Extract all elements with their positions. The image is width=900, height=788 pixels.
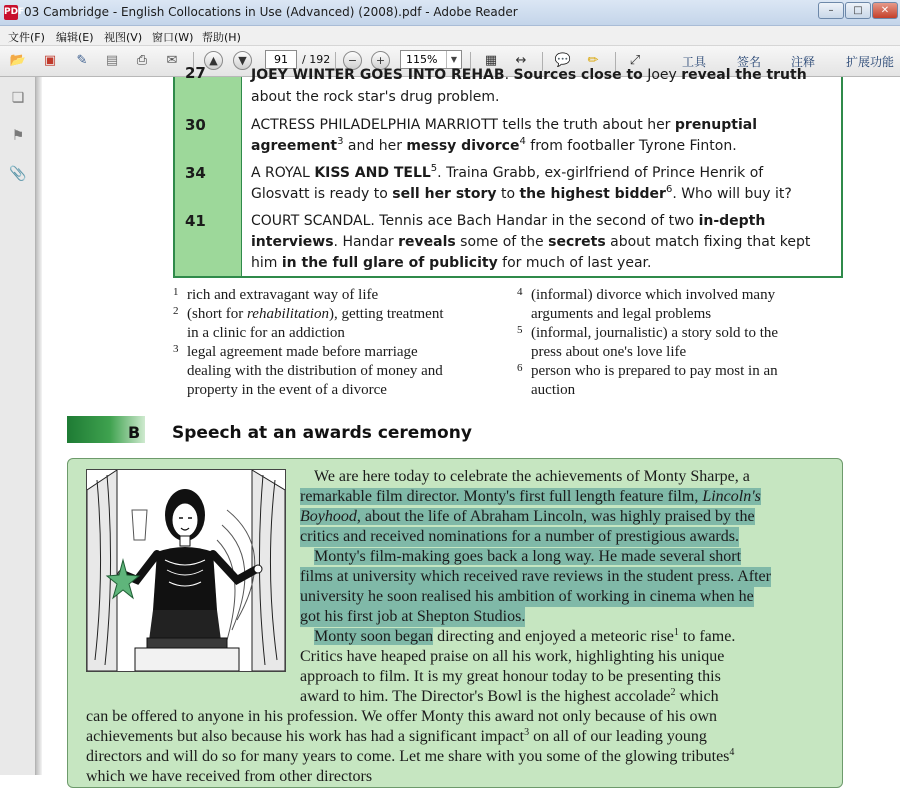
news-line: JOEY WINTER GOES INTO REHAB. Sources close to Joey reveal the truth (251, 67, 807, 83)
speech-line: critics and received nominations for a number of prestigious awards. (300, 528, 739, 545)
open-icon[interactable]: 📂 (9, 53, 27, 68)
menu-window[interactable]: 窗口(W) (152, 31, 194, 44)
zoom-value: 115% (406, 53, 438, 66)
highlighted-text: Monty soon began (314, 628, 434, 645)
film-title: Lincoln's (702, 488, 761, 505)
news-line: Glosvatt is ready to sell her story to the highest bidder$^6$. Who will buy it? (251, 184, 792, 202)
menu-file[interactable]: 文件(F) (8, 31, 45, 44)
footnote-number: 1 (173, 286, 179, 298)
news-line: agreement$^3$ and her messy divorce$^4$ from footballer Tyrone Finton. (251, 136, 737, 154)
speech-line: Critics have heaped praise on all his work, highlighting his unique (300, 648, 725, 665)
news-line: COURT SCANDAL. Tennis ace Bach Handar in the second of two in-depth (251, 213, 766, 229)
news-line: about the rock star's drug problem. (251, 89, 500, 105)
footnote-text: auction (531, 382, 576, 398)
maximize-button[interactable]: □ (845, 2, 871, 19)
footnote-text: property in the event of a divorce (187, 382, 387, 398)
issue-number: 34 (185, 164, 206, 182)
bookmarks-icon[interactable]: ⚑ (11, 128, 25, 144)
footnote-text: press about one's love life (531, 344, 687, 360)
section-letter: B (128, 423, 141, 442)
navigation-panel (0, 77, 36, 775)
footnote-number: 5 (517, 324, 523, 336)
speech-line (300, 487, 761, 507)
speech-line (300, 507, 755, 527)
extended-button[interactable]: 扩展功能 (846, 55, 895, 69)
page-count: / 192 (302, 53, 331, 66)
issue-number: 30 (185, 116, 206, 134)
comment-icon[interactable]: 💬 (554, 53, 572, 68)
close-button[interactable]: ✕ (872, 2, 898, 19)
footnote-text: in a clinic for an addiction (187, 325, 345, 341)
footnote-text: (short for rehabilitation), getting treatment (187, 306, 444, 322)
pages-icon[interactable]: ❏ (11, 90, 25, 106)
highlight-icon[interactable]: ✏ (587, 53, 599, 68)
speech-line: award to him. The Director's Bowl is the highest accolade$^2$ which (300, 687, 719, 705)
minimize-button[interactable]: – (818, 2, 844, 19)
save-icon[interactable]: ▤ (105, 53, 119, 68)
edit-icon[interactable]: ✎ (76, 53, 88, 68)
fit-width-icon[interactable]: ↔ (515, 53, 527, 68)
speech-line: can be offered to anyone in his profession. We offer Monty this award not only because of his own (86, 708, 718, 725)
footnote-text: arguments and legal problems (531, 306, 712, 322)
pdf-app-icon: PDF (4, 5, 18, 20)
highlighted-text: , about the life of Abraham Lincoln, was highly praised by the (356, 508, 755, 525)
footnote-number: 3 (173, 343, 179, 355)
attachments-icon[interactable]: 📎 (9, 166, 27, 182)
sign-button[interactable]: 签名 (737, 55, 762, 69)
issue-number: 27 (185, 64, 206, 82)
chevron-down-icon[interactable]: ▼ (446, 51, 461, 68)
speech-line: directors and will do so for many years to come. Let me share with you some of the glowing tributes$^4$ (86, 747, 735, 765)
menu-edit[interactable]: 编辑(E) (56, 31, 94, 44)
speech-line: approach to film. It is my great honour today to be presenting this (300, 668, 721, 685)
footnote-text: (informal, journalistic) a story sold to the (531, 325, 779, 341)
next-page-icon[interactable]: ▼ (233, 51, 252, 70)
footnote-text: person who is prepared to pay most in an (531, 363, 778, 379)
print-icon[interactable]: ⎙ (136, 53, 148, 68)
comment-button[interactable]: 注释 (791, 55, 816, 69)
window-title: 03 Cambridge - English Collocations in Use (Advanced) (2008).pdf - Adobe Reader (24, 5, 518, 19)
speech-line: We are here today to celebrate the achievements of Monty Sharpe, a (314, 468, 750, 485)
speech-line (300, 547, 741, 567)
email-icon[interactable]: ✉ (166, 53, 178, 68)
footnote-text: rich and extravagant way of life (187, 287, 379, 303)
menu-view[interactable]: 视图(V) (104, 31, 143, 44)
news-line: him in the full glare of publicity for much of last year. (251, 255, 652, 271)
fullscreen-icon[interactable]: ⤢ (629, 53, 641, 68)
title-bar (0, 0, 900, 26)
zoom-in-icon[interactable]: + (371, 51, 390, 70)
footnote-number: 4 (517, 286, 523, 298)
zoom-out-icon[interactable]: − (343, 51, 362, 70)
footnote-number: 2 (173, 305, 179, 317)
speech-line: university he soon realised his ambition of working in cinema when he (300, 588, 754, 605)
footnote-number: 6 (517, 362, 523, 374)
issue-number: 41 (185, 212, 206, 230)
highlighted-text: Monty's film-making goes back a long way. He made several short (314, 548, 742, 565)
footnote-text: legal agreement made before marriage (187, 344, 418, 360)
menu-help[interactable]: 帮助(H) (202, 31, 241, 44)
speech-line: got his first job at Shepton Studios. (300, 608, 526, 625)
create-pdf-icon[interactable]: ▣ (43, 53, 57, 68)
news-line: interviews. Handar reveals some of the secrets about match fixing that kept (251, 234, 811, 250)
speech-line: Monty soon began directing and enjoyed a meteoric rise$^1$ to fame. (314, 627, 736, 645)
presenter-illustration (86, 469, 286, 672)
previous-page-icon[interactable]: ▲ (204, 51, 223, 70)
footnote-text: (informal) divorce which involved many (531, 287, 776, 303)
speech-line: achievements but also because his work has had a significant impact$^3$ on all of our leading young (86, 727, 707, 745)
section-title: Speech at an awards ceremony (172, 423, 472, 443)
fit-page-icon[interactable]: ▦ (484, 53, 498, 68)
film-title: Boyhood (300, 508, 357, 525)
footnote-text: dealing with the distribution of money and (187, 363, 443, 379)
tools-button[interactable]: 工具 (682, 55, 707, 69)
speech-line: films at university which received rave reviews in the student press. After (300, 568, 771, 585)
menu-bar (0, 26, 900, 46)
speech-line: which we have received from other directors (86, 768, 373, 785)
news-line: ACTRESS PHILADELPHIA MARRIOTT tells the truth about her prenuptial (251, 117, 758, 133)
highlighted-text: remarkable film director. Monty's first full length feature film, (300, 488, 703, 505)
news-line: A ROYAL KISS AND TELL$^5$. Traina Grabb, ex-girlfriend of Prince Henrik of (251, 163, 764, 181)
